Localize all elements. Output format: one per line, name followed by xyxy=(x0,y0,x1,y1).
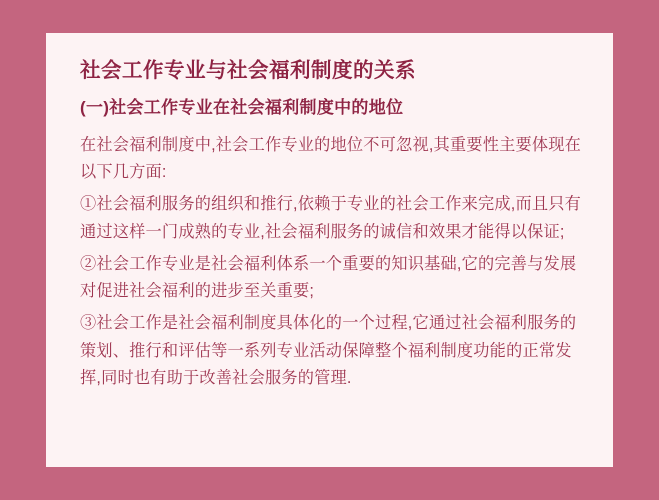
document-card xyxy=(46,33,613,467)
paragraph-point-1: ①社会福利服务的组织和推行,依赖于专业的社会工作来完成,而且只有通过这样一门成熟的专业,社会福利服务的诚信和效果才能得以保证; xyxy=(80,195,582,241)
paragraph-intro: 在社会福利制度中,社会工作专业的地位不可忽视,其重要性主要体现在以下几方面: xyxy=(80,135,582,182)
paragraph-point-3: ③社会工作是社会福利制度具体化的一个过程,它通过社会福利服务的策划、推行和评估等一系列专业活动保障整个福利制度功能的正常发挥,同时也有助于改善社会服务的管理. xyxy=(80,314,577,387)
section-subtitle: (一)社会工作专业在社会福利制度中的地位 xyxy=(80,97,404,117)
page-title: 社会工作专业与社会福利制度的关系 xyxy=(80,59,416,82)
paragraph-point-2: ②社会工作专业是社会福利体系一个重要的知识基础,它的完善与发展对促进社会福利的进步至关重要; xyxy=(80,254,577,301)
